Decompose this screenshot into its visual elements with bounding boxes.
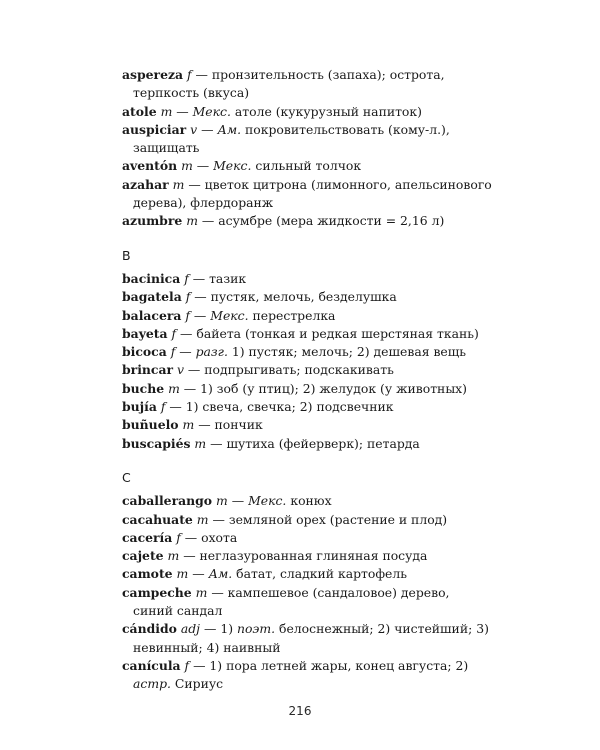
dash: — xyxy=(179,344,192,360)
dictionary-entry xyxy=(122,66,492,103)
dash: — xyxy=(169,399,182,415)
dash: — xyxy=(193,657,206,673)
dash: — xyxy=(176,103,189,119)
dictionary-entry xyxy=(122,270,492,288)
grammar-mark: f xyxy=(160,399,166,415)
dash: — xyxy=(180,325,193,341)
grammar-mark: m xyxy=(168,380,180,396)
grammar-mark: m xyxy=(160,103,173,119)
definition-text: цветок цитрона (лимонного, апельсинового дерева), флердоранж xyxy=(133,176,492,211)
dictionary-entry xyxy=(122,361,492,379)
grammar-mark: m xyxy=(172,176,185,192)
page-number: 216 xyxy=(288,704,312,718)
headword: caballerango xyxy=(122,493,213,509)
usage-label: разг. xyxy=(195,344,228,360)
dash: — xyxy=(183,548,196,564)
headword: aspereza xyxy=(122,67,184,82)
section-letter: C xyxy=(122,469,131,485)
usage-label: Мекс. xyxy=(213,158,252,174)
dictionary-entry xyxy=(122,511,492,529)
headword: bayeta xyxy=(122,325,168,341)
headword: cajete xyxy=(122,548,164,564)
usage-label: Ам. xyxy=(217,121,242,137)
headword: brincar xyxy=(122,362,174,378)
sense-number: 2) xyxy=(377,621,395,637)
definition-text: чистейший; xyxy=(394,621,477,637)
dictionary-entry xyxy=(122,435,492,453)
definition-text: пронзительность (запаха); острота, терпкость (вкуса) xyxy=(133,67,445,101)
definition-text: сильный толчок xyxy=(255,158,362,174)
definition-text: перестрелка xyxy=(252,307,336,323)
dash: — xyxy=(194,289,207,305)
dash: — xyxy=(210,435,223,451)
dictionary-entry xyxy=(122,380,492,398)
definition-text: подпрыгивать; подскакивать xyxy=(204,362,394,378)
dictionary-entry xyxy=(122,584,492,621)
headword: bicoca xyxy=(122,344,167,360)
definition-text: пончик xyxy=(214,417,263,433)
grammar-mark: f xyxy=(186,67,192,82)
definition-text: тазик xyxy=(209,270,247,286)
dictionary-entry xyxy=(122,325,492,343)
headword: cacería xyxy=(122,529,173,545)
dash: — xyxy=(212,511,225,527)
grammar-mark: f xyxy=(171,325,177,341)
sense-number: 1) xyxy=(209,657,227,673)
grammar-mark: adj xyxy=(180,621,201,637)
dictionary-entry xyxy=(122,307,492,325)
dictionary-entry xyxy=(122,529,492,547)
grammar-mark: f xyxy=(170,344,176,360)
headword: bagatela xyxy=(122,289,182,305)
usage-label: Мекс. xyxy=(192,103,231,119)
headword: atole xyxy=(122,103,157,119)
grammar-mark: f xyxy=(185,307,190,323)
sense-number: 3) xyxy=(476,621,489,637)
grammar-mark: f xyxy=(185,289,191,305)
definition-text: пустяк, мелочь, безделушка xyxy=(210,289,397,305)
headword: azahar xyxy=(122,176,169,192)
dash: — xyxy=(192,566,205,582)
headword: campeche xyxy=(122,584,192,600)
headword: cacahuate xyxy=(122,511,193,527)
dash: — xyxy=(188,176,201,192)
definition-text: 1) пустяк; мелочь; 2) дешевая вещь xyxy=(231,344,467,360)
dictionary-column xyxy=(122,66,492,694)
headword: azumbre xyxy=(122,213,183,229)
headword: balacera xyxy=(122,307,182,323)
definition-text: байета (тонкая и редкая шерстяная ткань) xyxy=(196,325,479,341)
dictionary-entry xyxy=(122,212,492,230)
headword: buñuelo xyxy=(122,417,179,433)
sense-number: 4) xyxy=(206,639,224,655)
grammar-mark: m xyxy=(167,548,180,564)
grammar-mark: f xyxy=(184,270,189,286)
headword: bujía xyxy=(122,399,157,415)
definition-text: земляной орех (растение и плод) xyxy=(228,511,448,527)
grammar-mark: m xyxy=(182,417,195,433)
definition-text: неглазурованная глиняная посуда xyxy=(199,548,428,564)
headword: camote xyxy=(122,566,173,582)
dash: — xyxy=(201,213,215,229)
dictionary-entry xyxy=(122,565,492,583)
definition-text: покровительствовать (кому-л.), защищать xyxy=(133,121,450,156)
dictionary-entry xyxy=(122,620,492,657)
grammar-mark: m xyxy=(196,511,209,527)
grammar-mark: f xyxy=(184,657,190,673)
dictionary-entry xyxy=(122,176,492,213)
definition-text: белоснежный; xyxy=(279,621,378,637)
dash: — xyxy=(184,529,198,545)
definition-text: Сириус xyxy=(174,676,224,692)
dash: — xyxy=(203,621,217,637)
sense-number: 1) xyxy=(220,621,237,637)
headword: auspiciar xyxy=(122,121,187,137)
dictionary-entry xyxy=(122,103,492,121)
definition-text: батат, сладкий картофель xyxy=(236,566,407,582)
grammar-mark: m xyxy=(195,584,208,600)
headword: canícula xyxy=(122,657,181,673)
headword: buscapiés xyxy=(122,435,191,451)
usage-label: Мекс. xyxy=(210,307,249,323)
usage-label: астр. xyxy=(133,676,171,692)
sense-number: 2) xyxy=(455,657,469,673)
grammar-mark: m xyxy=(176,566,189,582)
usage-label: Ам. xyxy=(208,566,233,582)
dictionary-entry xyxy=(122,157,492,175)
dictionary-entry xyxy=(122,657,492,694)
definition-text: атоле (кукурузный напиток) xyxy=(234,103,422,119)
grammar-mark: m xyxy=(181,158,193,174)
definition-text: 1) зоб (у птиц); 2) желудок (у животных) xyxy=(200,380,468,396)
definition-text: конюх xyxy=(290,493,332,509)
dash: — xyxy=(211,584,224,600)
grammar-mark: m xyxy=(186,213,198,229)
definition-text: 1) свеча, свечка; 2) подсвечник xyxy=(185,399,394,415)
dictionary-entry xyxy=(122,416,492,434)
grammar-mark: v xyxy=(190,121,198,137)
dictionary-entry xyxy=(122,398,492,416)
grammar-mark: m xyxy=(194,435,207,451)
definition-text: кампешевое (сандаловое) дерево, синий сандал xyxy=(133,584,450,619)
headword: bacinica xyxy=(122,270,181,286)
definition-text: наивный xyxy=(223,639,281,655)
definition-text: асумбре (мера жидкости = 2,16 л) xyxy=(218,213,445,229)
grammar-mark: f xyxy=(176,529,181,545)
definition-text: невинный; xyxy=(133,639,207,655)
dictionary-entry xyxy=(122,121,492,158)
definition-text: пора летней жары, конец августа; xyxy=(226,657,456,673)
definition-text: шутиха (фейерверк); петарда xyxy=(226,435,420,451)
dash: — xyxy=(192,270,206,286)
headword: buche xyxy=(122,380,165,396)
dash: — xyxy=(198,417,211,433)
section-letter: B xyxy=(122,247,131,263)
usage-label: Мекс. xyxy=(248,493,287,509)
usage-label: поэт. xyxy=(236,621,276,637)
definition-text: охота xyxy=(201,529,238,545)
grammar-mark: v xyxy=(176,362,184,378)
dash: — xyxy=(193,307,207,323)
dictionary-entry xyxy=(122,492,492,510)
dash: — xyxy=(201,121,214,137)
dictionary-entry xyxy=(122,343,492,361)
dash: — xyxy=(196,158,210,174)
dash: — xyxy=(195,67,208,82)
dash: — xyxy=(187,362,201,378)
headword: cándido xyxy=(122,621,177,637)
dash: — xyxy=(231,493,245,509)
dictionary-entry xyxy=(122,547,492,565)
dictionary-entry xyxy=(122,288,492,306)
headword: aventón xyxy=(122,158,178,174)
dash: — xyxy=(183,380,197,396)
grammar-mark: m xyxy=(216,493,228,509)
